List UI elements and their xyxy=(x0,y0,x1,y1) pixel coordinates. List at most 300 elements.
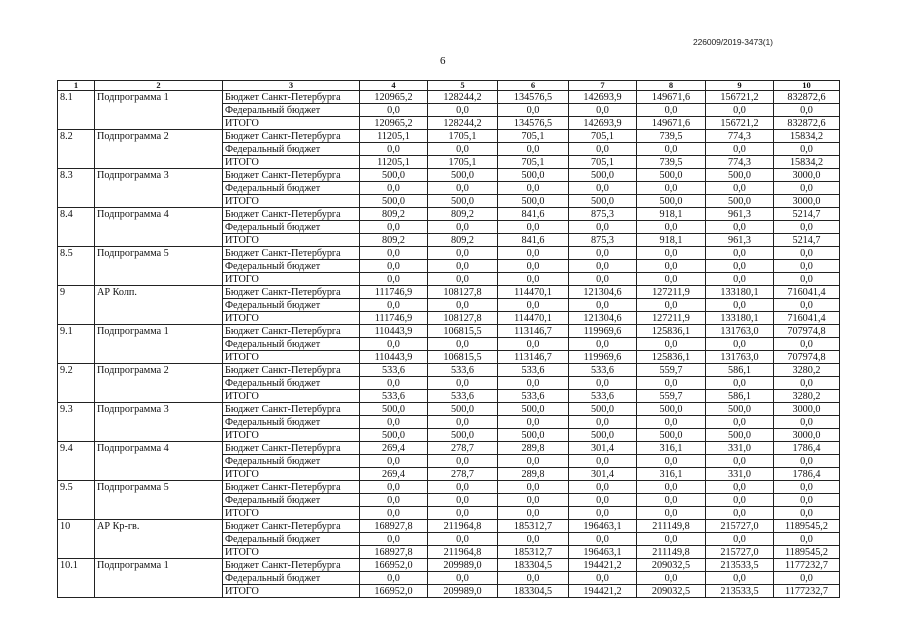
amount-cell: 0,0 xyxy=(706,221,774,234)
amount-cell: 0,0 xyxy=(360,182,428,195)
amount-cell: 15834,2 xyxy=(774,130,840,143)
amount-cell: 110443,9 xyxy=(360,325,428,338)
amount-cell: 500,0 xyxy=(569,195,637,208)
amount-cell: 832872,6 xyxy=(774,117,840,130)
amount-cell: 0,0 xyxy=(637,455,706,468)
amount-cell: 0,0 xyxy=(428,455,498,468)
amount-cell: 500,0 xyxy=(706,403,774,416)
funding-source: Федеральный бюджет xyxy=(223,338,360,351)
amount-cell: 209989,0 xyxy=(428,559,498,572)
amount-cell: 918,1 xyxy=(637,208,706,221)
amount-cell: 110443,9 xyxy=(360,351,428,364)
amount-cell: 500,0 xyxy=(637,195,706,208)
amount-cell: 875,3 xyxy=(569,234,637,247)
column-header: 7 xyxy=(569,81,637,91)
row-program-name: Подпрограмма 5 xyxy=(95,481,223,520)
amount-cell: 0,0 xyxy=(569,533,637,546)
amount-cell: 774,3 xyxy=(706,130,774,143)
amount-cell: 196463,1 xyxy=(569,520,637,533)
funding-source: Бюджет Санкт-Петербурга xyxy=(223,520,360,533)
amount-cell: 211964,8 xyxy=(428,546,498,559)
amount-cell: 500,0 xyxy=(706,429,774,442)
amount-cell: 0,0 xyxy=(706,299,774,312)
amount-cell: 113146,7 xyxy=(498,325,569,338)
amount-cell: 0,0 xyxy=(498,247,569,260)
amount-cell: 3280,2 xyxy=(774,390,840,403)
amount-cell: 166952,0 xyxy=(360,559,428,572)
amount-cell: 0,0 xyxy=(774,481,840,494)
amount-cell: 0,0 xyxy=(569,455,637,468)
amount-cell: 15834,2 xyxy=(774,156,840,169)
amount-cell: 0,0 xyxy=(498,533,569,546)
amount-cell: 841,6 xyxy=(498,208,569,221)
funding-source: Бюджет Санкт-Петербурга xyxy=(223,559,360,572)
amount-cell: 961,3 xyxy=(706,234,774,247)
amount-cell: 500,0 xyxy=(428,403,498,416)
amount-cell: 0,0 xyxy=(637,104,706,117)
funding-source: Бюджет Санкт-Петербурга xyxy=(223,403,360,416)
amount-cell: 0,0 xyxy=(637,533,706,546)
amount-cell: 215727,0 xyxy=(706,520,774,533)
row-program-name: Подпрограмма 2 xyxy=(95,130,223,169)
row-program-name: Подпрограмма 3 xyxy=(95,403,223,442)
amount-cell: 125836,1 xyxy=(637,351,706,364)
column-header: 10 xyxy=(774,81,840,91)
row-program-name: АР Кр-гв. xyxy=(95,520,223,559)
amount-cell: 0,0 xyxy=(637,494,706,507)
funding-source: ИТОГО xyxy=(223,585,360,598)
amount-cell: 114470,1 xyxy=(498,286,569,299)
amount-cell: 809,2 xyxy=(360,234,428,247)
amount-cell: 533,6 xyxy=(428,364,498,377)
amount-cell: 166952,0 xyxy=(360,585,428,598)
amount-cell: 0,0 xyxy=(637,143,706,156)
amount-cell: 1177232,7 xyxy=(774,585,840,598)
amount-cell: 0,0 xyxy=(498,299,569,312)
amount-cell: 211964,8 xyxy=(428,520,498,533)
table-row xyxy=(58,286,840,299)
amount-cell: 1189545,2 xyxy=(774,520,840,533)
funding-source: ИТОГО xyxy=(223,351,360,364)
amount-cell: 1786,4 xyxy=(774,442,840,455)
funding-source: Бюджет Санкт-Петербурга xyxy=(223,325,360,338)
amount-cell: 500,0 xyxy=(428,169,498,182)
amount-cell: 0,0 xyxy=(774,182,840,195)
amount-cell: 0,0 xyxy=(774,507,840,520)
amount-cell: 168927,8 xyxy=(360,520,428,533)
funding-source: Бюджет Санкт-Петербурга xyxy=(223,130,360,143)
funding-source: Федеральный бюджет xyxy=(223,299,360,312)
table-row xyxy=(58,247,840,260)
amount-cell: 559,7 xyxy=(637,390,706,403)
amount-cell: 3000,0 xyxy=(774,429,840,442)
amount-cell: 500,0 xyxy=(360,169,428,182)
amount-cell: 0,0 xyxy=(360,455,428,468)
amount-cell: 120965,2 xyxy=(360,91,428,104)
amount-cell: 0,0 xyxy=(774,221,840,234)
amount-cell: 500,0 xyxy=(360,195,428,208)
amount-cell: 183304,5 xyxy=(498,559,569,572)
amount-cell: 196463,1 xyxy=(569,546,637,559)
amount-cell: 0,0 xyxy=(569,507,637,520)
amount-cell: 533,6 xyxy=(498,390,569,403)
amount-cell: 0,0 xyxy=(428,299,498,312)
amount-cell: 134576,5 xyxy=(498,91,569,104)
amount-cell: 0,0 xyxy=(637,572,706,585)
amount-cell: 183304,5 xyxy=(498,585,569,598)
row-code: 9.4 xyxy=(58,442,95,481)
amount-cell: 0,0 xyxy=(360,416,428,429)
amount-cell: 500,0 xyxy=(498,429,569,442)
amount-cell: 809,2 xyxy=(428,234,498,247)
funding-source: Федеральный бюджет xyxy=(223,104,360,117)
amount-cell: 500,0 xyxy=(706,195,774,208)
row-code: 9.2 xyxy=(58,364,95,403)
amount-cell: 0,0 xyxy=(774,455,840,468)
amount-cell: 215727,0 xyxy=(706,546,774,559)
row-code: 10.1 xyxy=(58,559,95,598)
amount-cell: 0,0 xyxy=(774,104,840,117)
funding-source: Бюджет Санкт-Петербурга xyxy=(223,247,360,260)
row-program-name: Подпрограмма 4 xyxy=(95,208,223,247)
amount-cell: 194421,2 xyxy=(569,559,637,572)
amount-cell: 0,0 xyxy=(360,104,428,117)
funding-source: Бюджет Санкт-Петербурга xyxy=(223,91,360,104)
amount-cell: 269,4 xyxy=(360,468,428,481)
column-header: 4 xyxy=(360,81,428,91)
amount-cell: 0,0 xyxy=(360,247,428,260)
amount-cell: 0,0 xyxy=(774,494,840,507)
funding-source: Бюджет Санкт-Петербурга xyxy=(223,169,360,182)
amount-cell: 0,0 xyxy=(569,416,637,429)
amount-cell: 131763,0 xyxy=(706,325,774,338)
amount-cell: 0,0 xyxy=(706,455,774,468)
amount-cell: 5214,7 xyxy=(774,234,840,247)
amount-cell: 106815,5 xyxy=(428,325,498,338)
amount-cell: 500,0 xyxy=(360,429,428,442)
row-program-name: Подпрограмма 4 xyxy=(95,442,223,481)
amount-cell: 716041,4 xyxy=(774,312,840,325)
amount-cell: 108127,8 xyxy=(428,312,498,325)
amount-cell: 156721,2 xyxy=(706,91,774,104)
amount-cell: 185312,7 xyxy=(498,520,569,533)
amount-cell: 0,0 xyxy=(637,260,706,273)
amount-cell: 331,0 xyxy=(706,468,774,481)
amount-cell: 809,2 xyxy=(428,208,498,221)
amount-cell: 0,0 xyxy=(774,533,840,546)
amount-cell: 111746,9 xyxy=(360,286,428,299)
amount-cell: 0,0 xyxy=(706,494,774,507)
amount-cell: 0,0 xyxy=(360,221,428,234)
amount-cell: 0,0 xyxy=(428,338,498,351)
amount-cell: 0,0 xyxy=(428,221,498,234)
amount-cell: 316,1 xyxy=(637,442,706,455)
row-code: 9.1 xyxy=(58,325,95,364)
amount-cell: 106815,5 xyxy=(428,351,498,364)
column-header: 9 xyxy=(706,81,774,91)
table-row xyxy=(58,91,840,104)
amount-cell: 113146,7 xyxy=(498,351,569,364)
amount-cell: 0,0 xyxy=(498,507,569,520)
amount-cell: 301,4 xyxy=(569,468,637,481)
amount-cell: 0,0 xyxy=(498,455,569,468)
amount-cell: 533,6 xyxy=(498,364,569,377)
amount-cell: 3280,2 xyxy=(774,364,840,377)
amount-cell: 0,0 xyxy=(428,260,498,273)
amount-cell: 0,0 xyxy=(569,377,637,390)
amount-cell: 0,0 xyxy=(498,494,569,507)
amount-cell: 185312,7 xyxy=(498,546,569,559)
funding-source: Федеральный бюджет xyxy=(223,572,360,585)
budget-table xyxy=(57,80,840,598)
funding-source: ИТОГО xyxy=(223,507,360,520)
amount-cell: 0,0 xyxy=(637,377,706,390)
table-row xyxy=(58,169,840,182)
amount-cell: 0,0 xyxy=(428,104,498,117)
amount-cell: 0,0 xyxy=(706,260,774,273)
funding-source: ИТОГО xyxy=(223,117,360,130)
funding-source: ИТОГО xyxy=(223,234,360,247)
amount-cell: 1189545,2 xyxy=(774,546,840,559)
column-header: 8 xyxy=(637,81,706,91)
amount-cell: 0,0 xyxy=(498,338,569,351)
funding-source: ИТОГО xyxy=(223,156,360,169)
amount-cell: 127211,9 xyxy=(637,312,706,325)
amount-cell: 149671,6 xyxy=(637,91,706,104)
row-code: 8.4 xyxy=(58,208,95,247)
table-body xyxy=(58,91,840,598)
amount-cell: 0,0 xyxy=(637,221,706,234)
row-code: 8.2 xyxy=(58,130,95,169)
amount-cell: 194421,2 xyxy=(569,585,637,598)
amount-cell: 0,0 xyxy=(360,494,428,507)
amount-cell: 0,0 xyxy=(569,273,637,286)
column-header: 3 xyxy=(223,81,360,91)
funding-source: Бюджет Санкт-Петербурга xyxy=(223,364,360,377)
amount-cell: 289,8 xyxy=(498,442,569,455)
amount-cell: 11205,1 xyxy=(360,156,428,169)
amount-cell: 0,0 xyxy=(774,143,840,156)
amount-cell: 0,0 xyxy=(498,572,569,585)
table-row xyxy=(58,520,840,533)
amount-cell: 0,0 xyxy=(569,104,637,117)
amount-cell: 739,5 xyxy=(637,156,706,169)
amount-cell: 0,0 xyxy=(428,247,498,260)
amount-cell: 127211,9 xyxy=(637,286,706,299)
amount-cell: 832872,6 xyxy=(774,91,840,104)
amount-cell: 0,0 xyxy=(428,143,498,156)
funding-source: ИТОГО xyxy=(223,429,360,442)
amount-cell: 0,0 xyxy=(428,273,498,286)
amount-cell: 0,0 xyxy=(774,416,840,429)
amount-cell: 0,0 xyxy=(360,143,428,156)
amount-cell: 0,0 xyxy=(360,533,428,546)
amount-cell: 0,0 xyxy=(569,221,637,234)
funding-source: ИТОГО xyxy=(223,195,360,208)
amount-cell: 0,0 xyxy=(706,104,774,117)
amount-cell: 500,0 xyxy=(706,169,774,182)
amount-cell: 705,1 xyxy=(498,156,569,169)
amount-cell: 119969,6 xyxy=(569,351,637,364)
amount-cell: 0,0 xyxy=(569,182,637,195)
row-code: 9.5 xyxy=(58,481,95,520)
funding-source: ИТОГО xyxy=(223,390,360,403)
amount-cell: 0,0 xyxy=(774,377,840,390)
amount-cell: 128244,2 xyxy=(428,117,498,130)
amount-cell: 1705,1 xyxy=(428,156,498,169)
amount-cell: 0,0 xyxy=(706,507,774,520)
row-code: 9.3 xyxy=(58,403,95,442)
amount-cell: 500,0 xyxy=(637,403,706,416)
document-id: 226009/2019-3473(1) xyxy=(693,37,773,47)
table-row xyxy=(58,130,840,143)
amount-cell: 0,0 xyxy=(360,338,428,351)
amount-cell: 0,0 xyxy=(428,572,498,585)
amount-cell: 0,0 xyxy=(637,507,706,520)
amount-cell: 533,6 xyxy=(360,390,428,403)
amount-cell: 0,0 xyxy=(569,494,637,507)
amount-cell: 0,0 xyxy=(428,494,498,507)
funding-source: Федеральный бюджет xyxy=(223,260,360,273)
table-row xyxy=(58,442,840,455)
amount-cell: 278,7 xyxy=(428,468,498,481)
table-row xyxy=(58,481,840,494)
amount-cell: 0,0 xyxy=(360,481,428,494)
row-program-name: Подпрограмма 3 xyxy=(95,169,223,208)
row-program-name: Подпрограмма 1 xyxy=(95,559,223,598)
amount-cell: 0,0 xyxy=(360,507,428,520)
funding-source: Бюджет Санкт-Петербурга xyxy=(223,442,360,455)
amount-cell: 533,6 xyxy=(360,364,428,377)
amount-cell: 0,0 xyxy=(706,572,774,585)
amount-cell: 500,0 xyxy=(637,429,706,442)
amount-cell: 0,0 xyxy=(498,481,569,494)
page-number: 6 xyxy=(440,55,446,67)
amount-cell: 0,0 xyxy=(498,273,569,286)
amount-cell: 500,0 xyxy=(498,169,569,182)
amount-cell: 533,6 xyxy=(428,390,498,403)
amount-cell: 0,0 xyxy=(428,416,498,429)
amount-cell: 0,0 xyxy=(498,416,569,429)
amount-cell: 875,3 xyxy=(569,208,637,221)
amount-cell: 0,0 xyxy=(637,247,706,260)
amount-cell: 0,0 xyxy=(774,273,840,286)
amount-cell: 0,0 xyxy=(706,377,774,390)
amount-cell: 209989,0 xyxy=(428,585,498,598)
amount-cell: 0,0 xyxy=(637,182,706,195)
amount-cell: 774,3 xyxy=(706,156,774,169)
amount-cell: 0,0 xyxy=(360,273,428,286)
column-header: 2 xyxy=(95,81,223,91)
amount-cell: 0,0 xyxy=(637,481,706,494)
amount-cell: 134576,5 xyxy=(498,117,569,130)
amount-cell: 586,1 xyxy=(706,390,774,403)
amount-cell: 841,6 xyxy=(498,234,569,247)
amount-cell: 331,0 xyxy=(706,442,774,455)
amount-cell: 108127,8 xyxy=(428,286,498,299)
amount-cell: 0,0 xyxy=(428,182,498,195)
amount-cell: 0,0 xyxy=(637,416,706,429)
amount-cell: 0,0 xyxy=(569,572,637,585)
funding-source: Федеральный бюджет xyxy=(223,455,360,468)
amount-cell: 705,1 xyxy=(569,156,637,169)
amount-cell: 133180,1 xyxy=(706,312,774,325)
amount-cell: 142693,9 xyxy=(569,91,637,104)
amount-cell: 0,0 xyxy=(706,182,774,195)
funding-source: ИТОГО xyxy=(223,546,360,559)
amount-cell: 111746,9 xyxy=(360,312,428,325)
amount-cell: 142693,9 xyxy=(569,117,637,130)
row-program-name: Подпрограмма 5 xyxy=(95,247,223,286)
funding-source: Федеральный бюджет xyxy=(223,416,360,429)
amount-cell: 0,0 xyxy=(706,533,774,546)
amount-cell: 316,1 xyxy=(637,468,706,481)
funding-source: Федеральный бюджет xyxy=(223,494,360,507)
amount-cell: 128244,2 xyxy=(428,91,498,104)
amount-cell: 211149,8 xyxy=(637,520,706,533)
amount-cell: 559,7 xyxy=(637,364,706,377)
amount-cell: 0,0 xyxy=(637,338,706,351)
amount-cell: 0,0 xyxy=(637,273,706,286)
column-header: 5 xyxy=(428,81,498,91)
amount-cell: 0,0 xyxy=(498,260,569,273)
funding-source: ИТОГО xyxy=(223,468,360,481)
funding-source: Федеральный бюджет xyxy=(223,533,360,546)
amount-cell: 278,7 xyxy=(428,442,498,455)
amount-cell: 0,0 xyxy=(498,182,569,195)
column-header: 6 xyxy=(498,81,569,91)
row-program-name: АР Колп. xyxy=(95,286,223,325)
row-program-name: Подпрограмма 2 xyxy=(95,364,223,403)
amount-cell: 500,0 xyxy=(637,169,706,182)
amount-cell: 500,0 xyxy=(428,429,498,442)
amount-cell: 809,2 xyxy=(360,208,428,221)
amount-cell: 133180,1 xyxy=(706,286,774,299)
funding-source: ИТОГО xyxy=(223,273,360,286)
amount-cell: 211149,8 xyxy=(637,546,706,559)
table-row xyxy=(58,208,840,221)
column-header: 1 xyxy=(58,81,95,91)
amount-cell: 0,0 xyxy=(569,260,637,273)
amount-cell: 0,0 xyxy=(706,481,774,494)
amount-cell: 500,0 xyxy=(569,169,637,182)
amount-cell: 0,0 xyxy=(774,299,840,312)
row-program-name: Подпрограмма 1 xyxy=(95,325,223,364)
amount-cell: 716041,4 xyxy=(774,286,840,299)
amount-cell: 0,0 xyxy=(774,338,840,351)
amount-cell: 3000,0 xyxy=(774,403,840,416)
amount-cell: 168927,8 xyxy=(360,546,428,559)
amount-cell: 0,0 xyxy=(360,260,428,273)
amount-cell: 289,8 xyxy=(498,468,569,481)
amount-cell: 0,0 xyxy=(428,507,498,520)
table-row xyxy=(58,364,840,377)
table-row xyxy=(58,403,840,416)
amount-cell: 0,0 xyxy=(360,299,428,312)
amount-cell: 121304,6 xyxy=(569,286,637,299)
funding-source: Федеральный бюджет xyxy=(223,377,360,390)
amount-cell: 301,4 xyxy=(569,442,637,455)
amount-cell: 500,0 xyxy=(569,403,637,416)
amount-cell: 114470,1 xyxy=(498,312,569,325)
amount-cell: 0,0 xyxy=(706,338,774,351)
amount-cell: 533,6 xyxy=(569,364,637,377)
amount-cell: 125836,1 xyxy=(637,325,706,338)
funding-source: Бюджет Санкт-Петербурга xyxy=(223,286,360,299)
row-code: 9 xyxy=(58,286,95,325)
amount-cell: 0,0 xyxy=(706,143,774,156)
amount-cell: 1177232,7 xyxy=(774,559,840,572)
